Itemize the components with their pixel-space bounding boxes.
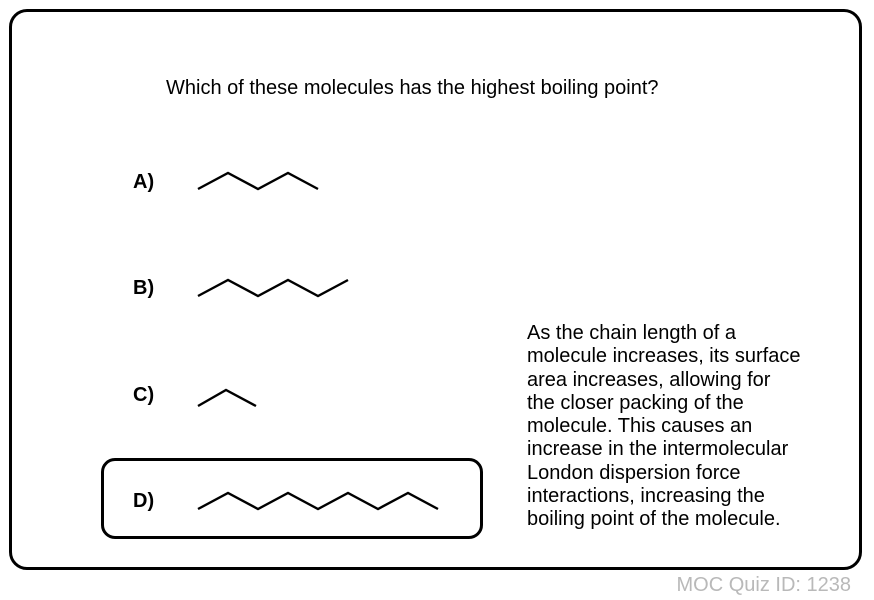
explanation-line: interactions, increasing the [527,485,765,508]
explanation-line: As the chain length of a [527,322,737,344]
quiz-id-footer: MOC Quiz ID: 1238 [676,574,851,596]
option-a-label: A) [133,171,155,193]
option-c-molecule [196,387,260,409]
option-b-molecule [196,277,350,299]
explanation-line: increase in the intermolecular [527,438,789,461]
explanation-text [527,322,847,532]
explanation-line: area increases, allowing for [527,368,771,391]
explanation-line: London dispersion force [527,461,741,484]
explanation-line: molecule. This causes an [527,415,753,438]
option-c-label: C) [133,384,155,406]
explanation-line: the closer packing of the [527,391,744,414]
explanation-line: boiling point of the molecule. [527,508,781,531]
option-d-molecule [196,490,440,512]
option-b-label: B) [133,277,155,299]
option-d-label: D) [133,490,155,512]
explanation-line: molecule increases, its surface [527,345,801,368]
question-text: Which of these molecules has the highest boiling point? [166,77,659,99]
option-a-molecule [196,170,320,192]
